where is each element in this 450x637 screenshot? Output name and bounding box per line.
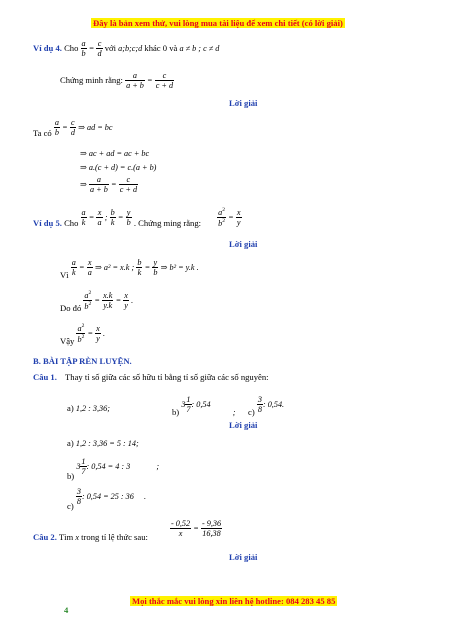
example-4-label: Ví dụ 4. (33, 42, 62, 53)
target-frac-1: $\frac{a}{a + b}$ (126, 71, 144, 91)
solution-heading-4: Lời giải (229, 98, 258, 108)
hotline-footer: Mọi thắc mắc vui lòng xin liên hệ hotline: 084 283 45 85 (132, 596, 336, 606)
variables: a;b;c;d (118, 43, 143, 53)
example-4-cho: Cho (64, 42, 79, 53)
cau2-text-2: trong tỉ lệ thức sau: (81, 532, 148, 542)
cau1-text: Thay tỉ số giữa các số hữu tỉ bằng tỉ số giữa các số nguyên: (65, 372, 269, 382)
cau2-line (33, 532, 148, 542)
fraction-a-b: $\frac{a}{b}$ (81, 39, 86, 59)
step-1: ⇒ ad = bc (78, 122, 113, 132)
dodo-text: Do đó (60, 302, 82, 313)
taco-text: Ta có (33, 127, 52, 138)
result-2: ⇒ b² = y.k (160, 262, 195, 272)
cau1-answer-c: c) $\frac{3}{8}$ : 0,54 = 25 : 36 . (67, 487, 147, 511)
example-5-label: Ví dụ 5. (33, 217, 62, 228)
cau2-equation: $\frac{- 0,52}{x}$ = $\frac{- 9,36}{16,38}$ (171, 519, 222, 539)
section-b-title: B. BÀI TẬP RÈN LUYỆN. (33, 356, 132, 366)
nonzero-text: khác 0 và (144, 42, 178, 53)
page-number: 4 (64, 605, 69, 615)
with-word: với (104, 42, 116, 53)
cau2-var: x (75, 533, 80, 542)
solution-heading-5: Lời giải (229, 239, 258, 249)
step-4: ⇒ $\frac{a}{a + b}$ = $\frac{c}{c + d}$ (80, 175, 138, 195)
solution-heading-cau1: Lời giải (229, 420, 258, 430)
cau1-answer-a: a) 1,2 : 3,36 = 5 : 14; (67, 438, 139, 448)
preview-banner: Đây là bản xem thử, vui lòng mua tài liệu để xem chi tiết (có lời giải) (93, 18, 343, 28)
vay-line: Vậy $\frac{a^2}{b^2}$ = $\frac{x}{y}$ . (60, 323, 106, 346)
step4-frac-1: $\frac{a}{a + b}$ (90, 175, 108, 195)
vi-line: Vì $\frac{a}{k}$ = $\frac{x}{a}$ ⇒ a² = x.k ; $\frac{b}{k}$ = $\frac{y}{b}$ ⇒ b² = y.k . (60, 258, 199, 280)
step-3: ⇒ a.(c + d) = c.(a + b) (80, 163, 157, 172)
cau2-text-1: Tìm (58, 532, 74, 542)
example-5-cho: Cho (64, 217, 79, 228)
cau1-label: Câu 1. (33, 372, 57, 382)
vay-text: Vậy (60, 335, 75, 346)
step4-frac-2: $\frac{c}{c + d}$ (119, 175, 138, 195)
cau2-label: Câu 2. (33, 532, 57, 542)
example-5-line: Ví dụ 5. Cho $\frac{a}{k}$ = $\frac{x}{a}$ ; $\frac{b}{k}$ = $\frac{y}{b}$ . Chứng ming rằng: $\frac{a^2}{b^2}$ = $\frac{x}{y}$ (33, 207, 241, 229)
cau1-b: b) 3 $\frac{1}{7}$ : 0,54 ; (172, 395, 236, 417)
example-4-line: Ví dụ 4. Cho $\frac{a}{b}$ = $\frac{c}{d}$ với a;b;c;d khác 0 và a ≠ b ; c ≠ d (33, 39, 220, 59)
cau1-line (33, 372, 269, 382)
condition: a ≠ b ; c ≠ d (179, 43, 220, 53)
target-frac-2: $\frac{c}{c + d}$ (155, 71, 174, 91)
prove-text-5: . Chứng ming rằng: (133, 217, 202, 228)
frac-c-d: $\frac{c}{d}$ (70, 118, 75, 138)
prove-text: Chứng minh rằng: (60, 74, 123, 85)
vi-text: Vì (60, 269, 69, 280)
step-2: ⇒ ac + ad = ac + bc (80, 149, 150, 158)
dodo-line: Do đó $\frac{a^2}{b^2}$ = $\frac{x.k}{y.k}$ = $\frac{x}{y}$ . (60, 290, 134, 313)
fraction-c-d: $\frac{c}{d}$ (97, 39, 102, 59)
result-1: ⇒ a² = x.k (94, 262, 130, 272)
cau1-answer-b: b) 3 $\frac{1}{7}$ : 0,54 = 4 : 3 ; (67, 457, 160, 481)
solution-heading-cau2: Lời giải (229, 552, 258, 562)
taco-line: Ta có $\frac{a}{b}$ = $\frac{c}{d}$ ⇒ ad = bc (33, 118, 113, 138)
cau1-a: a) 1,2 : 3,36; (67, 403, 110, 413)
cau1-c: c) $\frac{3}{8}$ : 0,54. (248, 395, 285, 417)
frac-a-b: $\frac{a}{b}$ (54, 118, 59, 138)
prove-line-4: Chứng minh rằng: $\frac{a}{a + b}$ = $\frac{c}{c + d}$ (60, 71, 174, 91)
